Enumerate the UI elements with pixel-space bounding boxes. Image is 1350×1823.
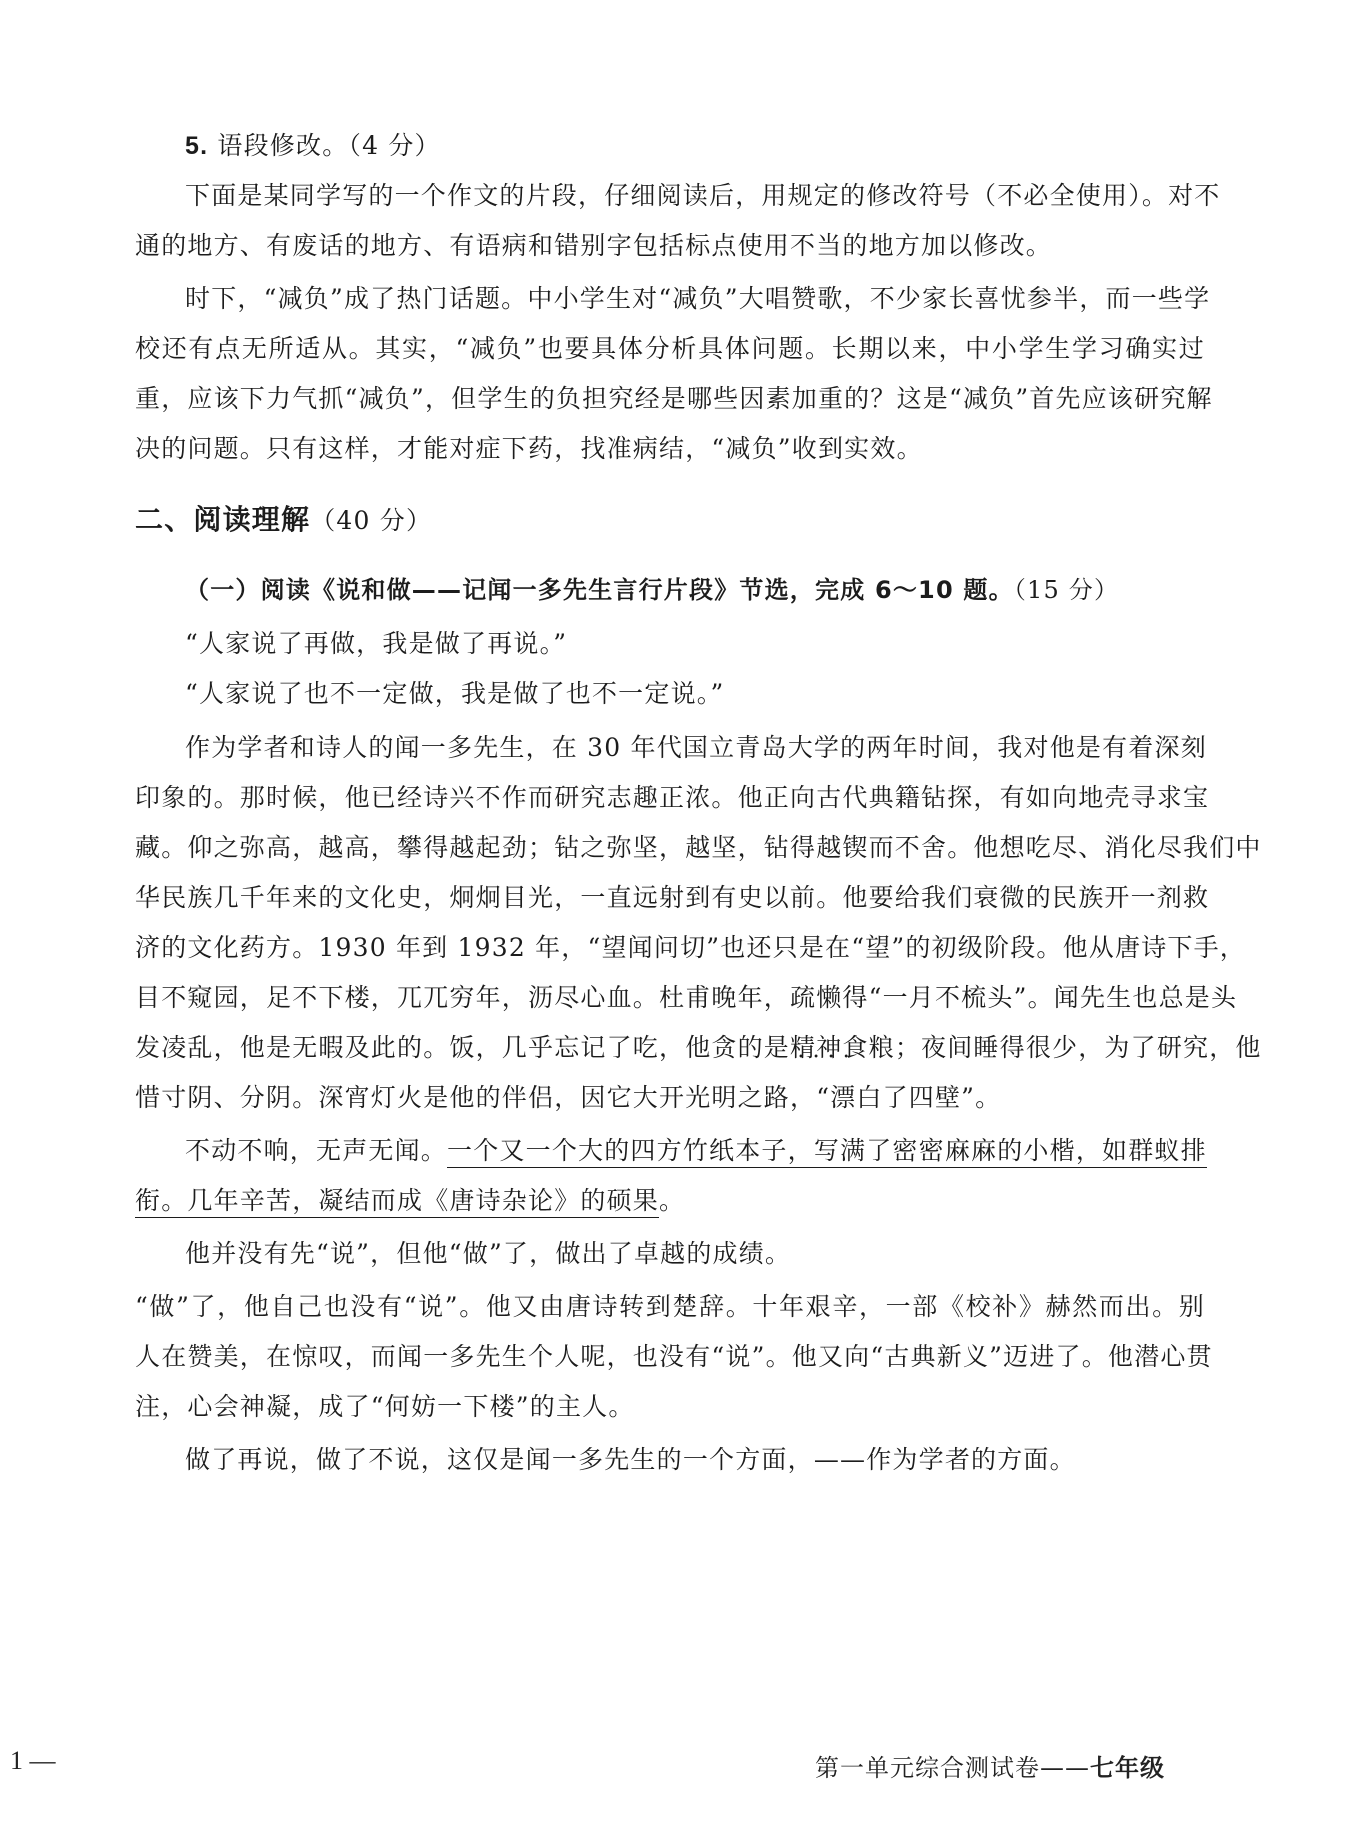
part-heading [185,570,1205,610]
part-points: （15 分） [1013,576,1120,604]
passage-line: 时下，“减负”成了热门话题。中小学生对“减负”大唱赞歌，不少家长喜忧参半，而一些学 [185,284,1211,313]
paragraph-line [135,1181,1205,1221]
paragraph-line: 惜寸阴、分阴。深宵灯火是他的伴侣，因它大开光明之路，“漂白了四壁”。 [135,1083,1002,1112]
quote-line: “人家说了再做，我是做了再说。” [185,629,568,658]
instruction-line: 通的地方、有废话的地方、有语病和错别字包括标点使用不当的地方加以修改。 [135,231,1053,260]
paragraph-line: 济的文化药方。1930 年到 1932 年，“望闻问切”也还只是在“望”的初级阶段。他从唐诗下手， [135,933,1247,962]
footer-title [815,1748,1165,1783]
passage-line: 校还有点无所适从。其实，“减负”也要具体分析具体问题。长期以来，中小学生学习确实过 [135,334,1205,363]
underlined-sentence: 衔。几年辛苦，凝结而成《唐诗杂论》的硕果 [135,1186,659,1218]
passage-line: 决的问题。只有这样，才能对症下药，找准病结，“减负”收到实效。 [135,434,923,463]
exam-title: 第一单元综合测试卷—— [815,1754,1090,1782]
paragraph-line: 他并没有先“说”，但他“做”了，做出了卓越的成绩。 [185,1239,792,1268]
line-text: ；夜间睡得很少，为了研究，他 [894,1033,1262,1062]
paragraph-line: 作为学者和诗人的闻一多先生，在 30 年代国立青岛大学的两年时间，我对他是有着深刻 [185,733,1207,762]
section-title-text: 二、阅读理解 [135,503,311,536]
line-text: 不动不响，无声无闻。 [185,1136,448,1165]
grade-label: 七年级 [1090,1754,1165,1782]
passage-line: 重，应该下力气抓“减负”，但学生的负担究经是哪些因素加重的？这是“减负”首先应该研究解 [135,384,1213,413]
quote-line: “人家说了也不一定做，我是做了也不一定说。” [185,679,725,708]
underlined-sentence: 一个又一个大的四方竹纸本子，写满了密密麻麻的小楷，如群蚁排 [447,1136,1207,1168]
paragraph-line: 目不窥园，足不下楼，兀兀穷年，沥尽心血。杜甫晚年，疏懒得“一月不梳头”。闻先生也总是头 [135,983,1238,1012]
line-text: 发凌乱，他是无暇及此的。饭，几乎忘记了吃，他贪的是 [135,1033,791,1062]
paragraph-line [135,1028,1262,1068]
paragraph-line [185,1440,1205,1480]
line-text: 仅是闻一多先生的一个方面，——作为学者的方面。 [473,1445,1076,1474]
paragraph-line [185,1131,1205,1171]
paragraph-line: 人在赞美，在惊叹，而闻一多先生个人呢，也没有“说”。他又向“古典新义”迈进了。他潜心贯 [135,1342,1213,1371]
paragraph-line: 注，心会神凝，成了“何妨一下楼”的主人。 [135,1392,635,1421]
part-heading-text: （一）阅读《说和做——记闻一多先生言行片段》节选，完成 6～10 题。 [185,576,1014,604]
instruction-line: 下面是某同学写的一个作文的片段，仔细阅读后，用规定的修改符号（不必全使用）。对不 [185,181,1221,210]
paragraph-line: 藏。仰之弥高，越高，攀得越起劲；钻之弥坚，越坚，钻得越锲而不舍。他想吃尽、消化尽我们中 [135,833,1262,862]
line-text: 做了再说，做了不说， [185,1445,448,1474]
section-points: （40 分） [310,506,433,535]
question-5-title [185,126,1205,166]
section-title [135,500,1205,541]
question-title: 语段修改。（4 分） [217,131,441,160]
page-number: 1 — [10,1746,56,1775]
question-number: 5. [185,132,209,160]
dotted-emphasis: 这 [447,1445,474,1474]
line-text: 。 [659,1186,686,1215]
paragraph-line: 印象的。那时候，他已经诗兴不作而研究志趣正浓。他正向古代典籍钻探，有如向地壳寻求宝 [135,783,1210,812]
paragraph-line: “做”了，他自己也没有“说”。他又由唐诗转到楚辞。十年艰辛，一部《校补》赫然而出。别 [135,1292,1205,1321]
dotted-emphasis: 精神食粮 • • [790,1033,895,1062]
paragraph-line: 华民族几千年来的文化史，炯炯目光，一直远射到有史以前。他要给我们衰微的民族开一剂救 [135,883,1210,912]
